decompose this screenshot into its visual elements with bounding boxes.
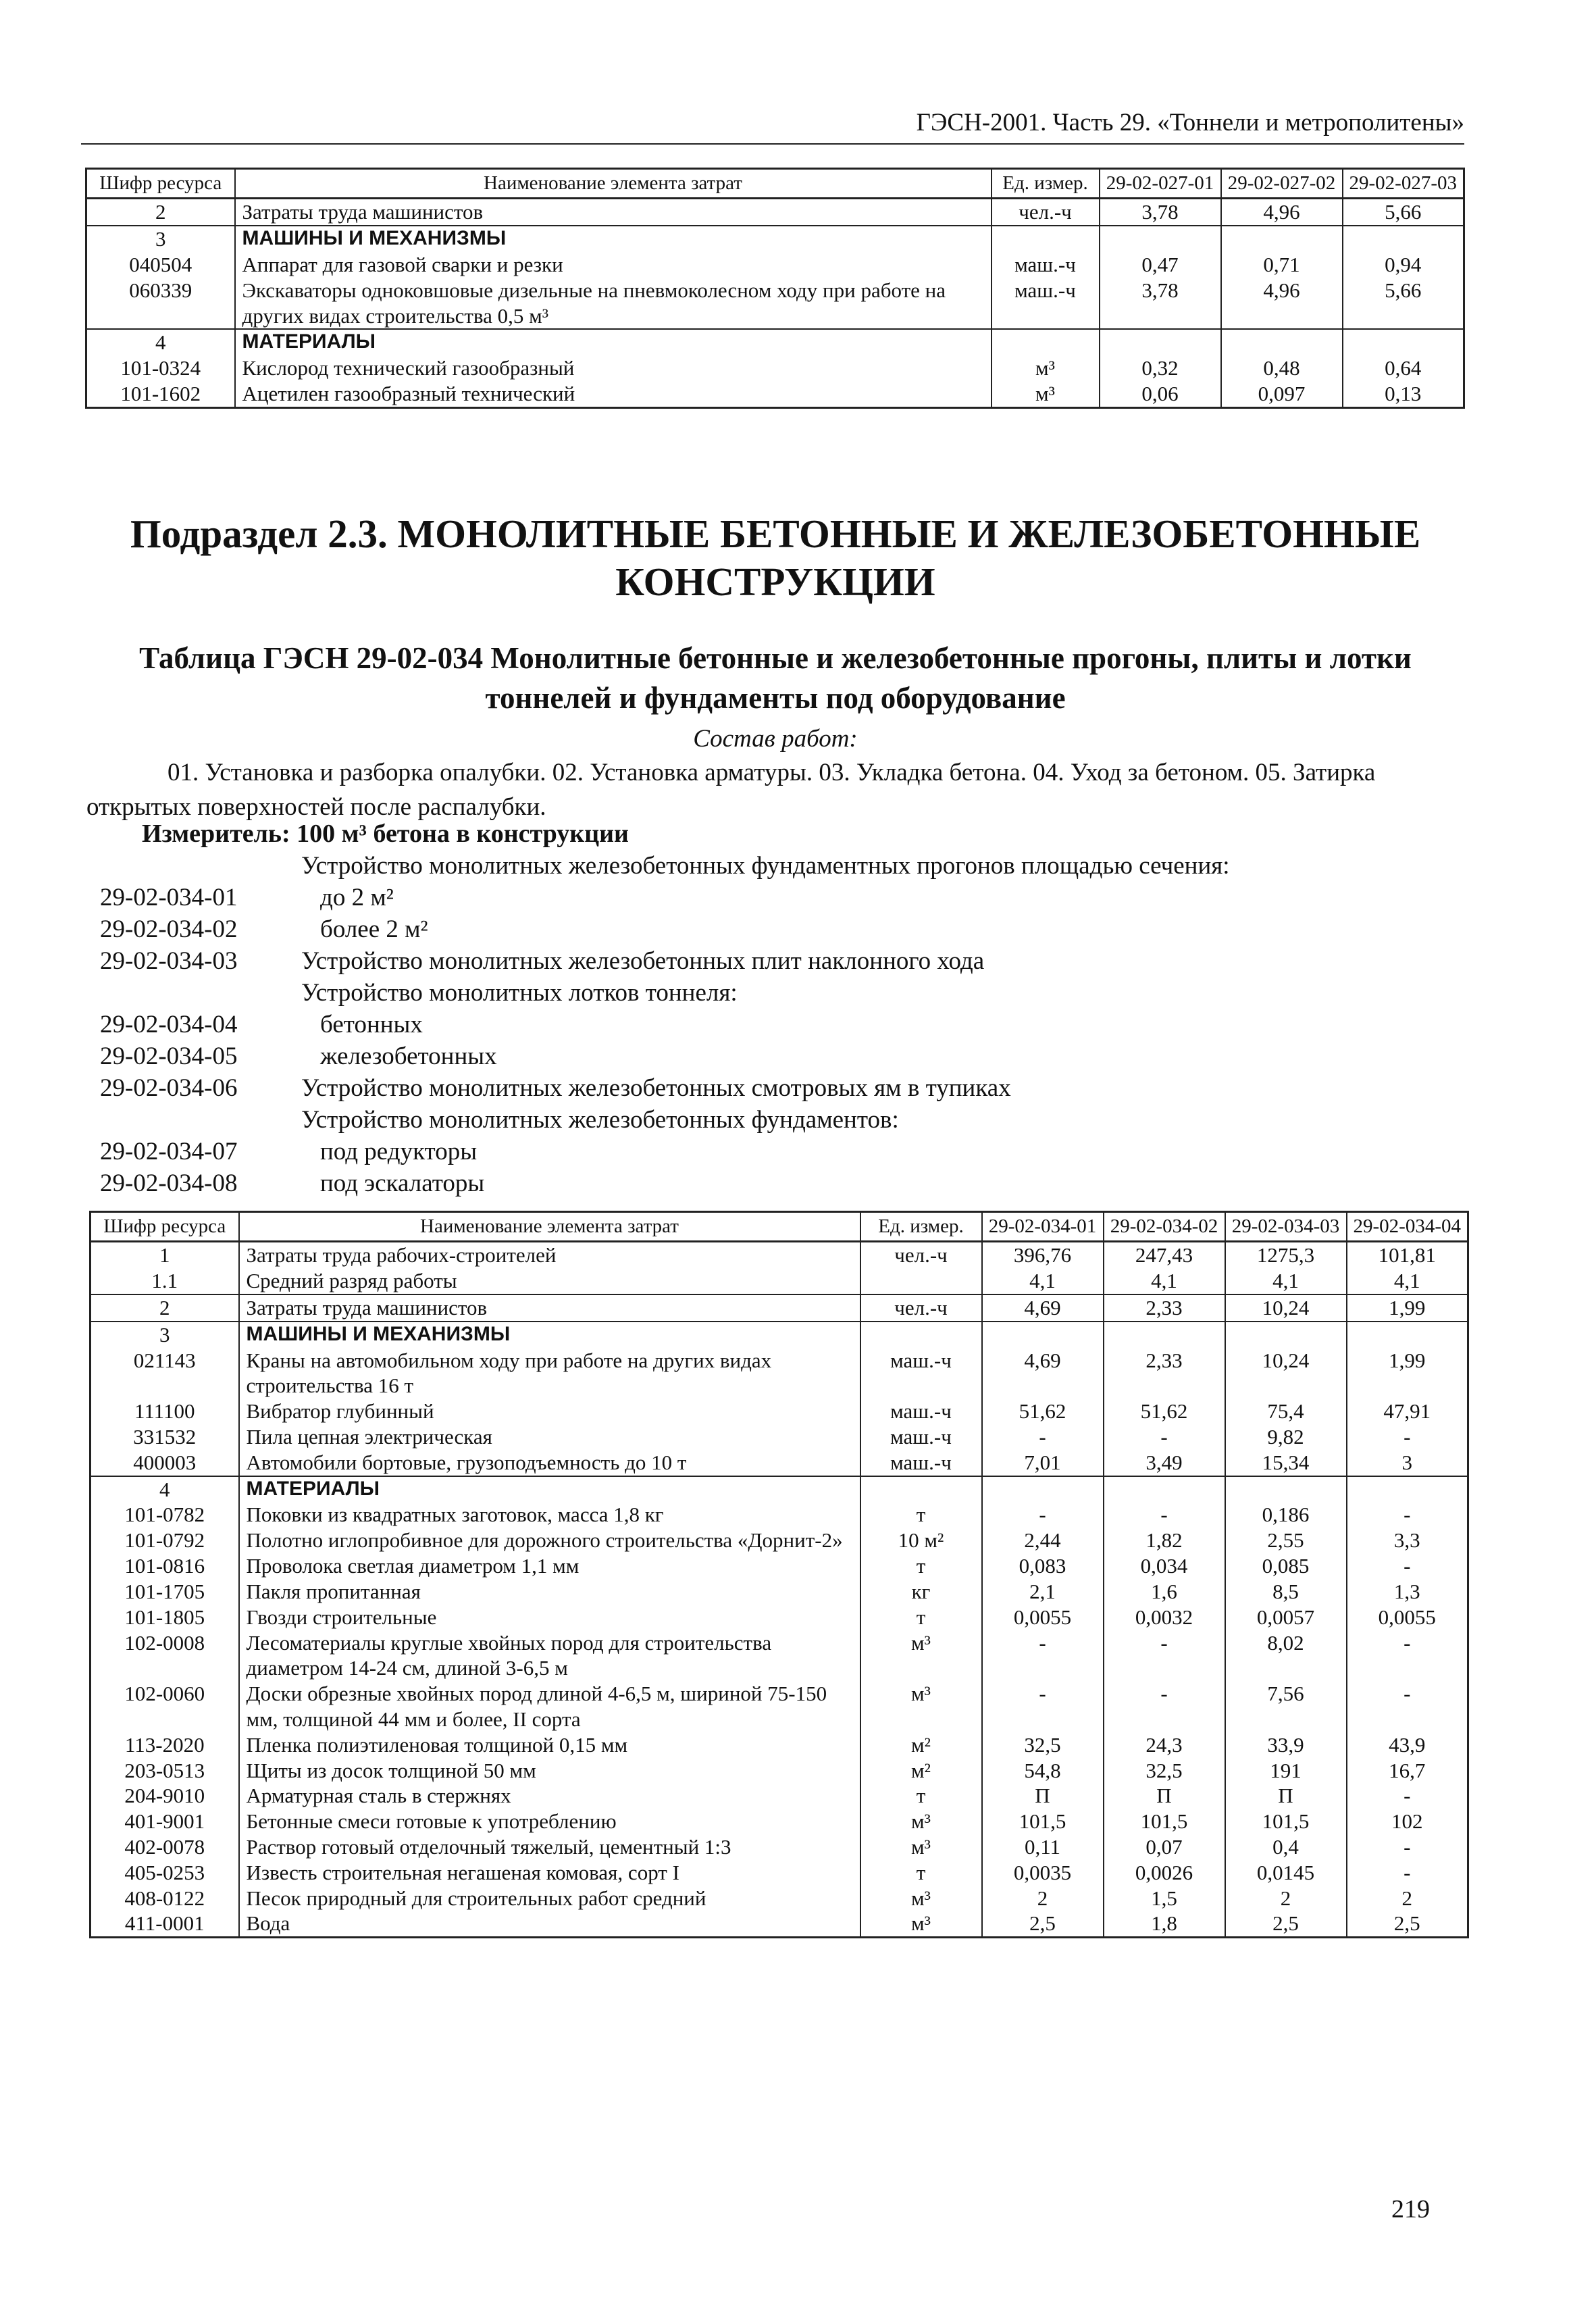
value-cell: 33,9 [1225, 1732, 1347, 1758]
value-cell: 0,097 [1221, 381, 1343, 407]
value-cell: 10,24 [1225, 1294, 1347, 1322]
value-cell: - [982, 1630, 1104, 1682]
resource-code-cell: 3 [86, 226, 235, 252]
resource-name-cell: Доски обрезные хвойных пород длиной 4-6,5 м, шириной 75-150 мм, толщиной 44 мм и более, II сорта [239, 1681, 860, 1732]
value-cell: 54,8 [982, 1758, 1104, 1784]
measure-unit: Измеритель: 100 м³ бетона в конструкции [142, 820, 629, 848]
value-cell [982, 1476, 1104, 1503]
value-cell: 51,62 [1104, 1399, 1225, 1424]
norm-description: Устройство монолитных железобетонных плит наклонного хода [301, 947, 985, 975]
table-title: Таблица ГЭСН 29-02-034 Монолитные бетонные и железобетонные прогоны, плиты и лотки тоннелей и фундаменты под оборудование [139, 641, 1412, 715]
resource-code-cell: 411-0001 [91, 1911, 239, 1937]
resource-name-cell: Ацетилен газообразный технический [235, 381, 992, 407]
value-cell: 0,07 [1104, 1834, 1225, 1860]
norm-item [86, 1167, 1471, 1199]
resource-code-cell: 401-9001 [91, 1809, 239, 1834]
value-cell: 2,33 [1104, 1294, 1225, 1322]
value-cell: 0,186 [1225, 1502, 1347, 1528]
resource-name-cell: Щиты из досок толщиной 50 мм [239, 1758, 860, 1784]
column-header: 29-02-034-03 [1225, 1212, 1347, 1242]
table-row [91, 1242, 1468, 1268]
value-cell: 9,82 [1225, 1424, 1347, 1450]
value-cell: 3 [1347, 1450, 1468, 1476]
unit-cell: маш.-ч [860, 1450, 982, 1476]
work-composition-label: Состав работ: [693, 725, 858, 753]
value-cell: 0,71 [1221, 252, 1343, 278]
value-cell: - [982, 1502, 1104, 1528]
resource-code-cell: 1.1 [91, 1268, 239, 1294]
value-cell: - [982, 1681, 1104, 1732]
value-cell: - [1347, 1860, 1468, 1886]
table-row [91, 1348, 1468, 1399]
unit-cell: маш.-ч [992, 278, 1100, 330]
value-cell: 0,64 [1343, 355, 1464, 381]
resource-name-cell: Средний разряд работы [239, 1268, 860, 1294]
value-cell [1343, 226, 1464, 252]
resource-name-cell: Кислород технический газообразный [235, 355, 992, 381]
value-cell: 2,44 [982, 1528, 1104, 1553]
value-cell: 10,24 [1225, 1348, 1347, 1399]
table-row [91, 1605, 1468, 1630]
norm-code: 29-02-034-03 [100, 947, 238, 975]
resource-code-cell: 111100 [91, 1399, 239, 1424]
norm-item-list [86, 850, 1471, 1199]
unit-cell: маш.-ч [860, 1399, 982, 1424]
column-header: Ед. измер. [992, 169, 1100, 199]
resource-name-cell: Затраты труда рабочих-строителей [239, 1242, 860, 1268]
value-cell: - [1104, 1630, 1225, 1682]
table-row [91, 1528, 1468, 1553]
norm-description: под редукторы [320, 1138, 478, 1165]
value-cell: 0,034 [1104, 1553, 1225, 1579]
table-row [91, 1450, 1468, 1476]
unit-cell [860, 1322, 982, 1348]
value-cell: - [1347, 1553, 1468, 1579]
norm-description: более 2 м² [320, 915, 428, 943]
resource-name-cell: Пила цепная электрическая [239, 1424, 860, 1450]
resource-code-cell: 040504 [86, 252, 235, 278]
value-cell: 1,6 [1104, 1579, 1225, 1605]
section-row [91, 1476, 1468, 1503]
resource-name-cell: МАТЕРИАЛЫ [235, 329, 992, 355]
section-row [91, 1322, 1468, 1348]
table-row [91, 1553, 1468, 1579]
value-cell: 0,32 [1100, 355, 1221, 381]
resource-name-cell: Вода [239, 1911, 860, 1937]
resource-code-cell: 102-0008 [91, 1630, 239, 1682]
resource-code-cell: 3 [91, 1322, 239, 1348]
column-header: 29-02-027-02 [1221, 169, 1343, 199]
norm-description: Устройство монолитных железобетонных смотровых ям в тупиках [301, 1074, 1011, 1102]
table-body [86, 199, 1464, 408]
value-cell: 0,083 [982, 1553, 1104, 1579]
value-cell: 1,5 [1104, 1886, 1225, 1911]
column-header: Ед. измер. [860, 1212, 982, 1242]
table-row [91, 1886, 1468, 1911]
table-row [86, 355, 1464, 381]
table-header [91, 1212, 1468, 1242]
unit-cell [992, 226, 1100, 252]
resource-name-cell: МАШИНЫ И МЕХАНИЗМЫ [239, 1322, 860, 1348]
table-row [91, 1783, 1468, 1809]
unit-cell: м² [860, 1758, 982, 1784]
value-cell: 5,66 [1343, 199, 1464, 226]
value-cell: 101,5 [982, 1809, 1104, 1834]
unit-cell: чел.-ч [992, 199, 1100, 226]
value-cell: 0,085 [1225, 1553, 1347, 1579]
norm-description: Устройство монолитных железобетонных фундаментов: [301, 1106, 899, 1134]
column-header: Шифр ресурса [91, 1212, 239, 1242]
value-cell: - [1347, 1424, 1468, 1450]
unit-cell: маш.-ч [860, 1424, 982, 1450]
norm-code: 29-02-034-08 [100, 1169, 238, 1197]
value-cell: - [1104, 1502, 1225, 1528]
unit-cell: маш.-ч [992, 252, 1100, 278]
value-cell: 0,11 [982, 1834, 1104, 1860]
norm-code: 29-02-034-07 [100, 1138, 238, 1165]
resource-name-cell: Поковки из квадратных заготовок, масса 1,8 кг [239, 1502, 860, 1528]
value-cell [1221, 329, 1343, 355]
value-cell: 4,1 [1225, 1268, 1347, 1294]
resource-code-cell: 204-9010 [91, 1783, 239, 1809]
value-cell: 1,3 [1347, 1579, 1468, 1605]
column-header: 29-02-027-01 [1100, 169, 1221, 199]
resource-name-cell: Полотно иглопробивное для дорожного строительства «Дорнит-2» [239, 1528, 860, 1553]
resource-name-cell: Известь строительная негашеная комовая, сорт I [239, 1860, 860, 1886]
table-row [91, 1579, 1468, 1605]
resource-name-cell: Вибратор глубинный [239, 1399, 860, 1424]
table-body [91, 1242, 1468, 1938]
value-cell: - [982, 1424, 1104, 1450]
unit-cell: чел.-ч [860, 1294, 982, 1322]
value-cell [1225, 1322, 1347, 1348]
unit-cell [860, 1268, 982, 1294]
norm-code: 29-02-034-04 [100, 1011, 238, 1038]
value-cell: 2,5 [982, 1911, 1104, 1937]
value-cell: 2,33 [1104, 1348, 1225, 1399]
norm-item [86, 1040, 1471, 1072]
resource-code-cell: 021143 [91, 1348, 239, 1399]
subsection-title: Подраздел 2.3. МОНОЛИТНЫЕ БЕТОННЫЕ И ЖЕЛЕЗОБЕТОННЫЕ КОНСТРУКЦИИ [130, 511, 1421, 604]
value-cell: 0,06 [1100, 381, 1221, 407]
value-cell: 0,0055 [1347, 1605, 1468, 1630]
resource-name-cell: Затраты труда машинистов [239, 1294, 860, 1322]
resource-name-cell: Арматурная сталь в стержнях [239, 1783, 860, 1809]
norm-item [86, 1104, 1471, 1136]
norm-description: Устройство монолитных железобетонных фундаментных прогонов площадью сечения: [301, 852, 1230, 880]
resource-code-cell: 4 [86, 329, 235, 355]
resource-code-cell: 101-1602 [86, 381, 235, 407]
resource-table-034 [89, 1211, 1469, 1938]
table-row [91, 1834, 1468, 1860]
value-cell: 43,9 [1347, 1732, 1468, 1758]
value-cell: 1,82 [1104, 1528, 1225, 1553]
resource-name-cell: Песок природный для строительных работ средний [239, 1886, 860, 1911]
value-cell: - [1347, 1783, 1468, 1809]
norm-item [86, 945, 1471, 977]
unit-cell: т [860, 1553, 982, 1579]
value-cell [982, 1322, 1104, 1348]
resource-name-cell: Пленка полиэтиленовая толщиной 0,15 мм [239, 1732, 860, 1758]
resource-name-cell: Автомобили бортовые, грузоподъемность до 10 т [239, 1450, 860, 1476]
value-cell: 8,5 [1225, 1579, 1347, 1605]
norm-description: железобетонных [320, 1042, 497, 1070]
unit-cell: м³ [992, 381, 1100, 407]
value-cell: - [1347, 1834, 1468, 1860]
value-cell: 3,49 [1104, 1450, 1225, 1476]
value-cell: 4,1 [1347, 1268, 1468, 1294]
unit-cell [860, 1476, 982, 1503]
value-cell [1104, 1476, 1225, 1503]
norm-code: 29-02-034-02 [100, 915, 238, 943]
resource-code-cell: 405-0253 [91, 1860, 239, 1886]
value-cell: 0,0026 [1104, 1860, 1225, 1886]
column-header: Наименование элемента затрат [239, 1212, 860, 1242]
column-header: Шифр ресурса [86, 169, 235, 199]
resource-code-cell: 101-1805 [91, 1605, 239, 1630]
norm-description: до 2 м² [320, 884, 394, 911]
unit-cell: м³ [992, 355, 1100, 381]
resource-code-cell: 4 [91, 1476, 239, 1503]
resource-code-cell: 113-2020 [91, 1732, 239, 1758]
value-cell: 4,69 [982, 1348, 1104, 1399]
value-cell: 0,47 [1100, 252, 1221, 278]
value-cell: 0,0145 [1225, 1860, 1347, 1886]
table-row [91, 1630, 1468, 1682]
value-cell: 47,91 [1347, 1399, 1468, 1424]
resource-code-cell: 1 [91, 1242, 239, 1268]
value-cell: 2,5 [1225, 1911, 1347, 1937]
value-cell: 51,62 [982, 1399, 1104, 1424]
unit-cell: м³ [860, 1630, 982, 1682]
value-cell: 3,3 [1347, 1528, 1468, 1553]
unit-cell: м³ [860, 1809, 982, 1834]
value-cell: 2 [1225, 1886, 1347, 1911]
value-cell: 3,78 [1100, 199, 1221, 226]
value-cell: 0,0057 [1225, 1605, 1347, 1630]
running-header: ГЭСН-2001. Часть 29. «Тоннели и метрополитены» [916, 109, 1464, 136]
value-cell: 3,78 [1100, 278, 1221, 330]
resource-code-cell: 331532 [91, 1424, 239, 1450]
column-header: 29-02-034-02 [1104, 1212, 1225, 1242]
norm-code: 29-02-034-06 [100, 1074, 238, 1102]
value-cell: 24,3 [1104, 1732, 1225, 1758]
value-cell [1347, 1476, 1468, 1503]
column-header: Наименование элемента затрат [235, 169, 992, 199]
table-row [91, 1681, 1468, 1732]
value-cell: 247,43 [1104, 1242, 1225, 1268]
header-rule [81, 143, 1464, 145]
table-row [91, 1758, 1468, 1784]
unit-cell: м³ [860, 1911, 982, 1937]
value-cell: 0,13 [1343, 381, 1464, 407]
table-row [86, 381, 1464, 407]
resource-name-cell: МАШИНЫ И МЕХАНИЗМЫ [235, 226, 992, 252]
table-row [91, 1399, 1468, 1424]
value-cell: 8,02 [1225, 1630, 1347, 1682]
value-cell: 15,34 [1225, 1450, 1347, 1476]
value-cell: 101,5 [1104, 1809, 1225, 1834]
resource-name-cell: МАТЕРИАЛЫ [239, 1476, 860, 1503]
resource-code-cell: 2 [86, 199, 235, 226]
value-cell: П [982, 1783, 1104, 1809]
value-cell: П [1104, 1783, 1225, 1809]
value-cell [1221, 226, 1343, 252]
value-cell [1343, 329, 1464, 355]
table-row [91, 1732, 1468, 1758]
unit-cell: т [860, 1783, 982, 1809]
table-row [86, 252, 1464, 278]
value-cell: 4,1 [1104, 1268, 1225, 1294]
value-cell: 0,94 [1343, 252, 1464, 278]
section-row [86, 226, 1464, 252]
table-row [91, 1424, 1468, 1450]
resource-name-cell: Бетонные смеси готовые к употреблению [239, 1809, 860, 1834]
value-cell [1100, 226, 1221, 252]
norm-description: под эскалаторы [320, 1169, 485, 1197]
norm-description: бетонных [320, 1011, 423, 1038]
resource-code-cell: 203-0513 [91, 1758, 239, 1784]
value-cell: - [1104, 1681, 1225, 1732]
table-row [86, 278, 1464, 330]
resource-code-cell: 060339 [86, 278, 235, 330]
table-row [91, 1911, 1468, 1937]
resource-code-cell: 101-0792 [91, 1528, 239, 1553]
resource-code-cell: 102-0060 [91, 1681, 239, 1732]
value-cell: - [1104, 1424, 1225, 1450]
value-cell [1104, 1322, 1225, 1348]
unit-cell: кг [860, 1579, 982, 1605]
table-row [91, 1860, 1468, 1886]
value-cell: 4,1 [982, 1268, 1104, 1294]
work-composition-text: 01. Установка и разборка опалубки. 02. Установка арматуры. 03. Укладка бетона. 04. Уход за бетоном. 05. Затирка открытых поверхностей после распалубки. [86, 759, 1376, 822]
unit-cell: м² [860, 1732, 982, 1758]
value-cell: 0,0055 [982, 1605, 1104, 1630]
value-cell: 101,5 [1225, 1809, 1347, 1834]
value-cell: 4,96 [1221, 199, 1343, 226]
value-cell [1100, 329, 1221, 355]
resource-name-cell: Краны на автомобильном ходу при работе на других видах строительства 16 т [239, 1348, 860, 1399]
unit-cell: чел.-ч [860, 1242, 982, 1268]
value-cell: - [1347, 1502, 1468, 1528]
table-row [91, 1502, 1468, 1528]
value-cell: 7,56 [1225, 1681, 1347, 1732]
table-row [91, 1809, 1468, 1834]
value-cell: 1,99 [1347, 1348, 1468, 1399]
value-cell: 7,01 [982, 1450, 1104, 1476]
value-cell: 191 [1225, 1758, 1347, 1784]
resource-name-cell: Экскаваторы одноковшовые дизельные на пневмоколесном ходу при работе на других видах строительства 0,5 м³ [235, 278, 992, 330]
page-number: 219 [1391, 2195, 1430, 2223]
value-cell: 2,1 [982, 1579, 1104, 1605]
table-row [91, 1268, 1468, 1294]
unit-cell: 10 м² [860, 1528, 982, 1553]
unit-cell: маш.-ч [860, 1348, 982, 1399]
resource-table-027 [85, 168, 1465, 409]
value-cell: 2,55 [1225, 1528, 1347, 1553]
value-cell: 75,4 [1225, 1399, 1347, 1424]
value-cell: 101,81 [1347, 1242, 1468, 1268]
section-row [86, 329, 1464, 355]
unit-cell: м³ [860, 1834, 982, 1860]
unit-cell: т [860, 1502, 982, 1528]
value-cell: 16,7 [1347, 1758, 1468, 1784]
value-cell: 32,5 [982, 1732, 1104, 1758]
value-cell: 32,5 [1104, 1758, 1225, 1784]
value-cell: 2 [982, 1886, 1104, 1911]
table-header [86, 169, 1464, 199]
unit-cell [992, 329, 1100, 355]
resource-name-cell: Затраты труда машинистов [235, 199, 992, 226]
resource-code-cell: 408-0122 [91, 1886, 239, 1911]
resource-name-cell: Аппарат для газовой сварки и резки [235, 252, 992, 278]
value-cell: 102 [1347, 1809, 1468, 1834]
table-row [91, 1294, 1468, 1322]
norm-code: 29-02-034-05 [100, 1042, 238, 1070]
norm-description: Устройство монолитных лотков тоннеля: [301, 979, 738, 1007]
resource-name-cell: Раствор готовый отделочный тяжелый, цементный 1:3 [239, 1834, 860, 1860]
norm-item [86, 1072, 1471, 1104]
value-cell: - [1347, 1681, 1468, 1732]
unit-cell: м³ [860, 1681, 982, 1732]
norm-item [86, 850, 1471, 882]
value-cell: 1,99 [1347, 1294, 1468, 1322]
norm-code: 29-02-034-01 [100, 884, 238, 911]
resource-code-cell: 101-0816 [91, 1553, 239, 1579]
resource-code-cell: 101-1705 [91, 1579, 239, 1605]
resource-name-cell: Проволока светлая диаметром 1,1 мм [239, 1553, 860, 1579]
column-header: 29-02-027-03 [1343, 169, 1464, 199]
value-cell: 4,96 [1221, 278, 1343, 330]
unit-cell: т [860, 1605, 982, 1630]
value-cell: 0,48 [1221, 355, 1343, 381]
resource-code-cell: 402-0078 [91, 1834, 239, 1860]
value-cell: 0,0035 [982, 1860, 1104, 1886]
value-cell: 0,4 [1225, 1834, 1347, 1860]
value-cell: 4,69 [982, 1294, 1104, 1322]
resource-name-cell: Лесоматериалы круглые хвойных пород для строительства диаметром 14-24 см, длиной 3-6,5 м [239, 1630, 860, 1682]
resource-code-cell: 101-0782 [91, 1502, 239, 1528]
unit-cell: м³ [860, 1886, 982, 1911]
column-header: 29-02-034-04 [1347, 1212, 1468, 1242]
value-cell: 5,66 [1343, 278, 1464, 330]
resource-code-cell: 400003 [91, 1450, 239, 1476]
value-cell: 1,8 [1104, 1911, 1225, 1937]
value-cell: 396,76 [982, 1242, 1104, 1268]
norm-item [86, 977, 1471, 1009]
value-cell: 1275,3 [1225, 1242, 1347, 1268]
value-cell: 0,0032 [1104, 1605, 1225, 1630]
norm-item [86, 882, 1471, 913]
value-cell: 2 [1347, 1886, 1468, 1911]
norm-item [86, 913, 1471, 945]
table-row [86, 199, 1464, 226]
value-cell [1225, 1476, 1347, 1503]
norm-item [86, 1136, 1471, 1167]
value-cell: 2,5 [1347, 1911, 1468, 1937]
value-cell: - [1347, 1630, 1468, 1682]
column-header: 29-02-034-01 [982, 1212, 1104, 1242]
norm-item [86, 1009, 1471, 1040]
resource-name-cell: Гвозди строительные [239, 1605, 860, 1630]
resource-name-cell: Пакля пропитанная [239, 1579, 860, 1605]
value-cell [1347, 1322, 1468, 1348]
resource-code-cell: 2 [91, 1294, 239, 1322]
unit-cell: т [860, 1860, 982, 1886]
value-cell: П [1225, 1783, 1347, 1809]
resource-code-cell: 101-0324 [86, 355, 235, 381]
